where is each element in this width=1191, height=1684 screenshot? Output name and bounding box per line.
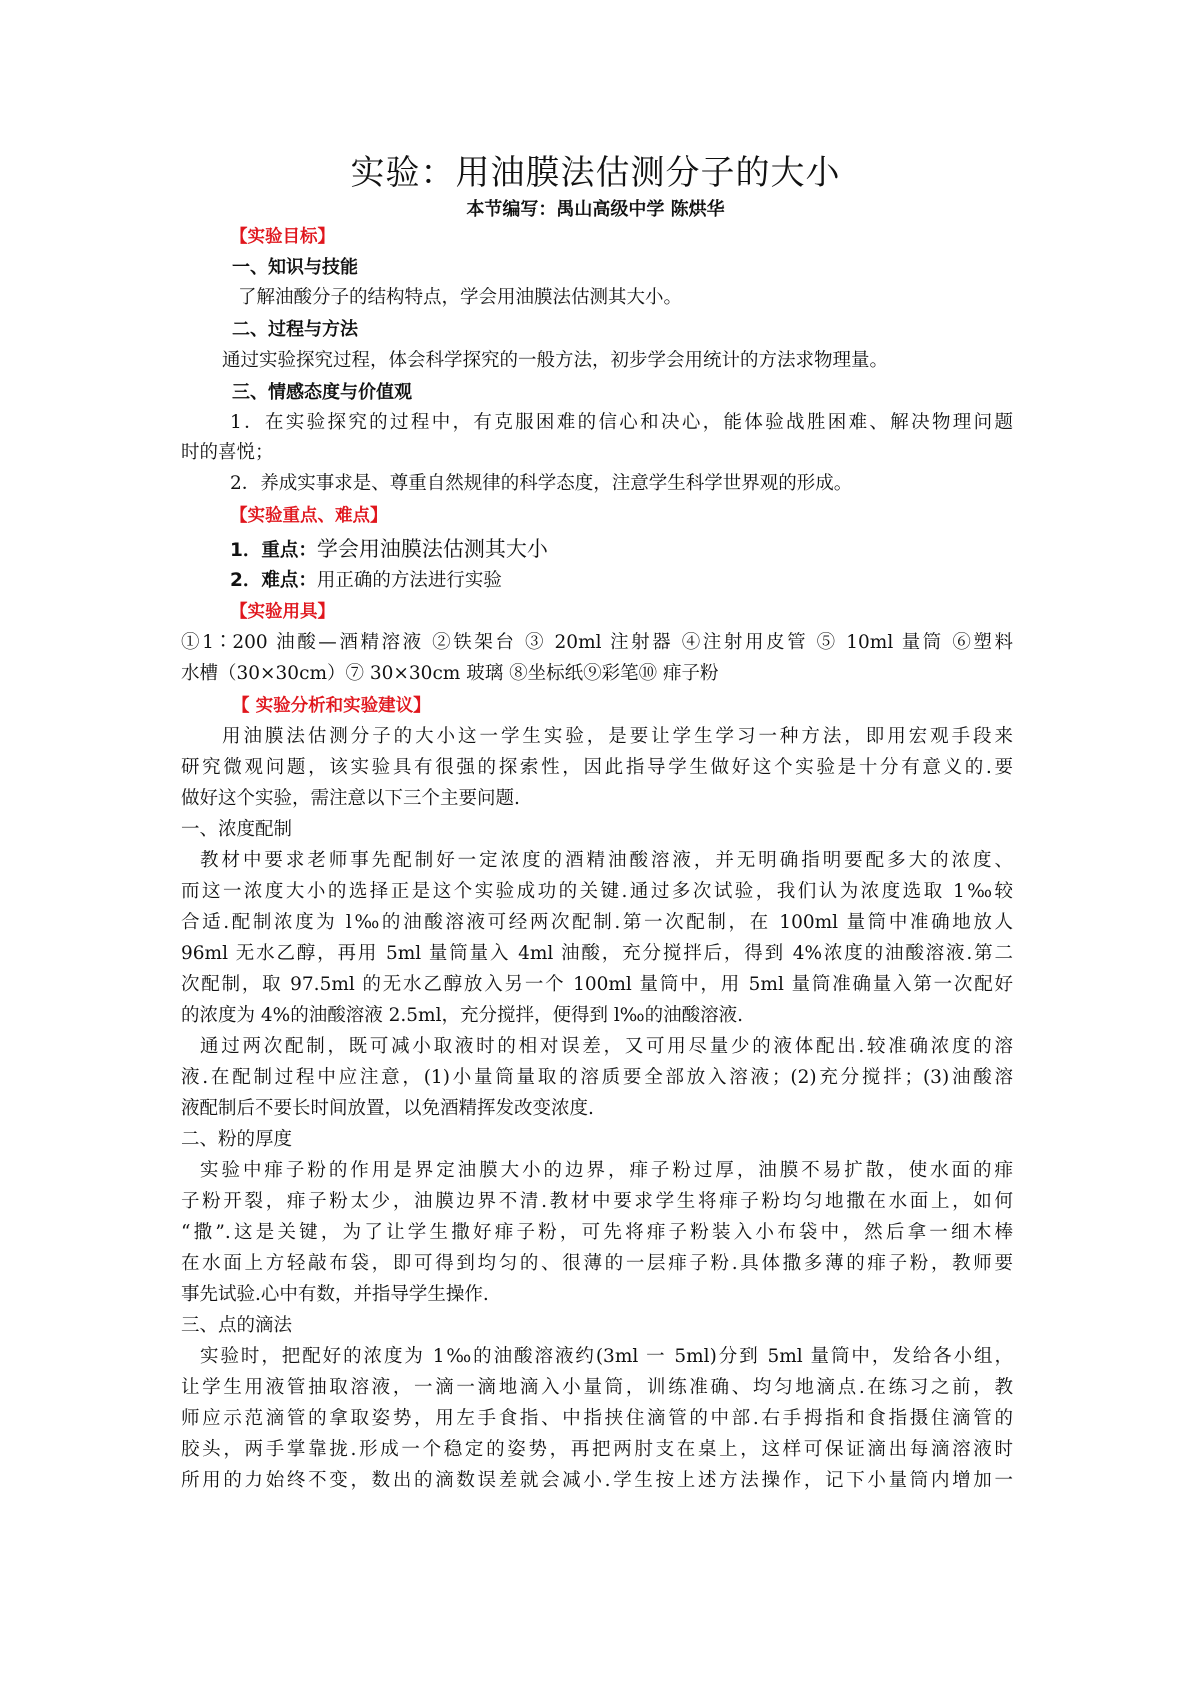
goal1-heading: 一、知识与技能 [232,257,358,278]
part2-heading: 二、粉的厚度 [181,1129,293,1150]
part2-line: 子粉开裂，痱子粉太少，油膜边界不清.教材中要求学生将痱子粉均匀地撒在水面上，如何 [181,1191,1013,1212]
goal3-line1: 1．在实验探究的过程中，有克服困难的信心和决心，能体验战胜困难、解决物理问题 [230,412,1013,433]
key1-label: 1．重点： [230,540,317,561]
analysis-heading: 【 实验分析和实验建议】 [232,696,431,716]
part3-line: 所用的力始终不变，数出的滴数误差就会减小.学生按上述方法操作，记下小量筒内增加一 [181,1470,1013,1491]
key-heading: 【实验重点、难点】 [230,506,388,526]
part2-line: 事先试验.心中有数，并指导学生操作. [181,1284,489,1305]
analysis-line: 用油膜法估测分子的大小这一学生实验，是要让学生学习一种方法，即用宏观手段来 [222,726,1013,747]
part1-line: 的浓度为 4%的油酸溶液 2.5ml，充分搅拌，便得到 l‰的油酸溶液. [181,1005,743,1026]
part2-line: 在水面上方轻敲布袋，即可得到均匀的、很薄的一层痱子粉.具体撒多薄的痱子粉，教师要 [181,1253,1013,1274]
key2-text: 用正确的方法进行实验 [316,570,502,591]
key2 [230,569,1062,593]
part3-heading: 三、点的滴法 [181,1315,293,1336]
part3-line: 师应示范滴管的拿取姿势，用左手食指、中指挟住滴管的中部.右手拇指和食指摄住滴管的 [181,1408,1013,1429]
tools-line1: ①1∶200 油酸—酒精溶液 ②铁架台 ③ 20ml 注射器 ④注射用皮管 ⑤ 10ml 量筒 ⑥塑料 [181,632,1013,653]
part1-line: 通过两次配制，既可减小取液时的相对误差，又可用尽量少的液体配出.较准确浓度的溶 [200,1036,1013,1057]
part1-line: 96ml 无水乙醇，再用 5ml 量筒量入 4ml 油酸，充分搅拌后，得到 4%浓度的油酸溶液.第二 [181,943,1013,964]
part1-line: 液配制后不要长时间放置，以免酒精挥发改变浓度. [181,1098,594,1119]
goal3-line3: 2．养成实事求是、尊重自然规律的科学态度，注意学生科学世界观的形成。 [230,473,853,494]
part3-line: 实验时，把配好的浓度为 1‰的油酸溶液约(3ml 一 5ml)分到 5ml 量筒中，发给各小组， [200,1346,1013,1367]
key1-text: 学会用油膜法估测其大小 [316,537,548,561]
part2-line: “撒”.这是关键，为了让学生撒好痱子粉，可先将痱子粉装入小布袋中，然后拿一细木棒 [181,1222,1013,1243]
tools-line2: 水槽（30×30cm）⑦ 30×30cm 玻璃 ⑧坐标纸⑨彩笔⑩ 痱子粉 [181,663,719,684]
part1-heading: 一、浓度配制 [181,819,293,840]
part3-line: 胶头，两手掌靠拢.形成一个稳定的姿势，再把两肘支在桌上，这样可保证滴出每滴溶液时 [181,1439,1013,1460]
part1-line: 液.在配制过程中应注意，(1)小量筒量取的溶质要全部放入溶液；(2)充分搅拌；(3)油酸溶 [181,1067,1013,1088]
part1-line: 次配制，取 97.5ml 的无水乙醇放入另一个 100ml 量筒中，用 5ml 量筒准确量入第一次配好 [181,974,1013,995]
goal2-heading: 二、过程与方法 [232,319,358,340]
part1-line: 教材中要求老师事先配制好一定浓度的酒精油酸溶液，并无明确指明要配多大的浓度、 [200,850,1013,871]
goal3-line2: 时的喜悦； [181,442,274,463]
key2-label: 2．难点： [230,570,317,591]
tools-heading: 【实验用具】 [230,602,335,622]
key1 [230,537,1062,563]
page-title: 实验：用油膜法估测分子的大小 [350,153,841,193]
goal2-text: 通过实验探究过程，体会科学探究的一般方法，初步学会用统计的方法求物理量。 [222,350,889,371]
part2-line: 实验中痱子粉的作用是界定油膜大小的边界，痱子粉过厚，油膜不易扩散，使水面的痱 [200,1160,1013,1181]
part3-line: 让学生用液管抽取溶液，一滴一滴地滴入小量筒，训练准确、均匀地滴点.在练习之前，教 [181,1377,1013,1398]
goal3-heading: 三、情感态度与价值观 [232,382,412,403]
goals-heading: 【实验目标】 [230,227,335,247]
analysis-line: 做好这个实验，需注意以下三个主要问题. [181,788,520,809]
part1-line: 而这一浓度大小的选择正是这个实验成功的关键.通过多次试验，我们认为浓度选取 1‰较 [181,881,1013,902]
goal1-text: 了解油酸分子的结构特点，学会用油膜法估测其大小。 [238,287,683,308]
author-line: 本节编写：禺山高级中学 陈烘华 [466,199,725,220]
analysis-line: 研究微观问题，该实验具有很强的探索性，因此指导学生做好这个实验是十分有意义的.要 [181,757,1013,778]
part1-line: 合适.配制浓度为 l‰的油酸溶液可经两次配制.第一次配制，在 100ml 量筒中准确地放人 [181,912,1013,933]
